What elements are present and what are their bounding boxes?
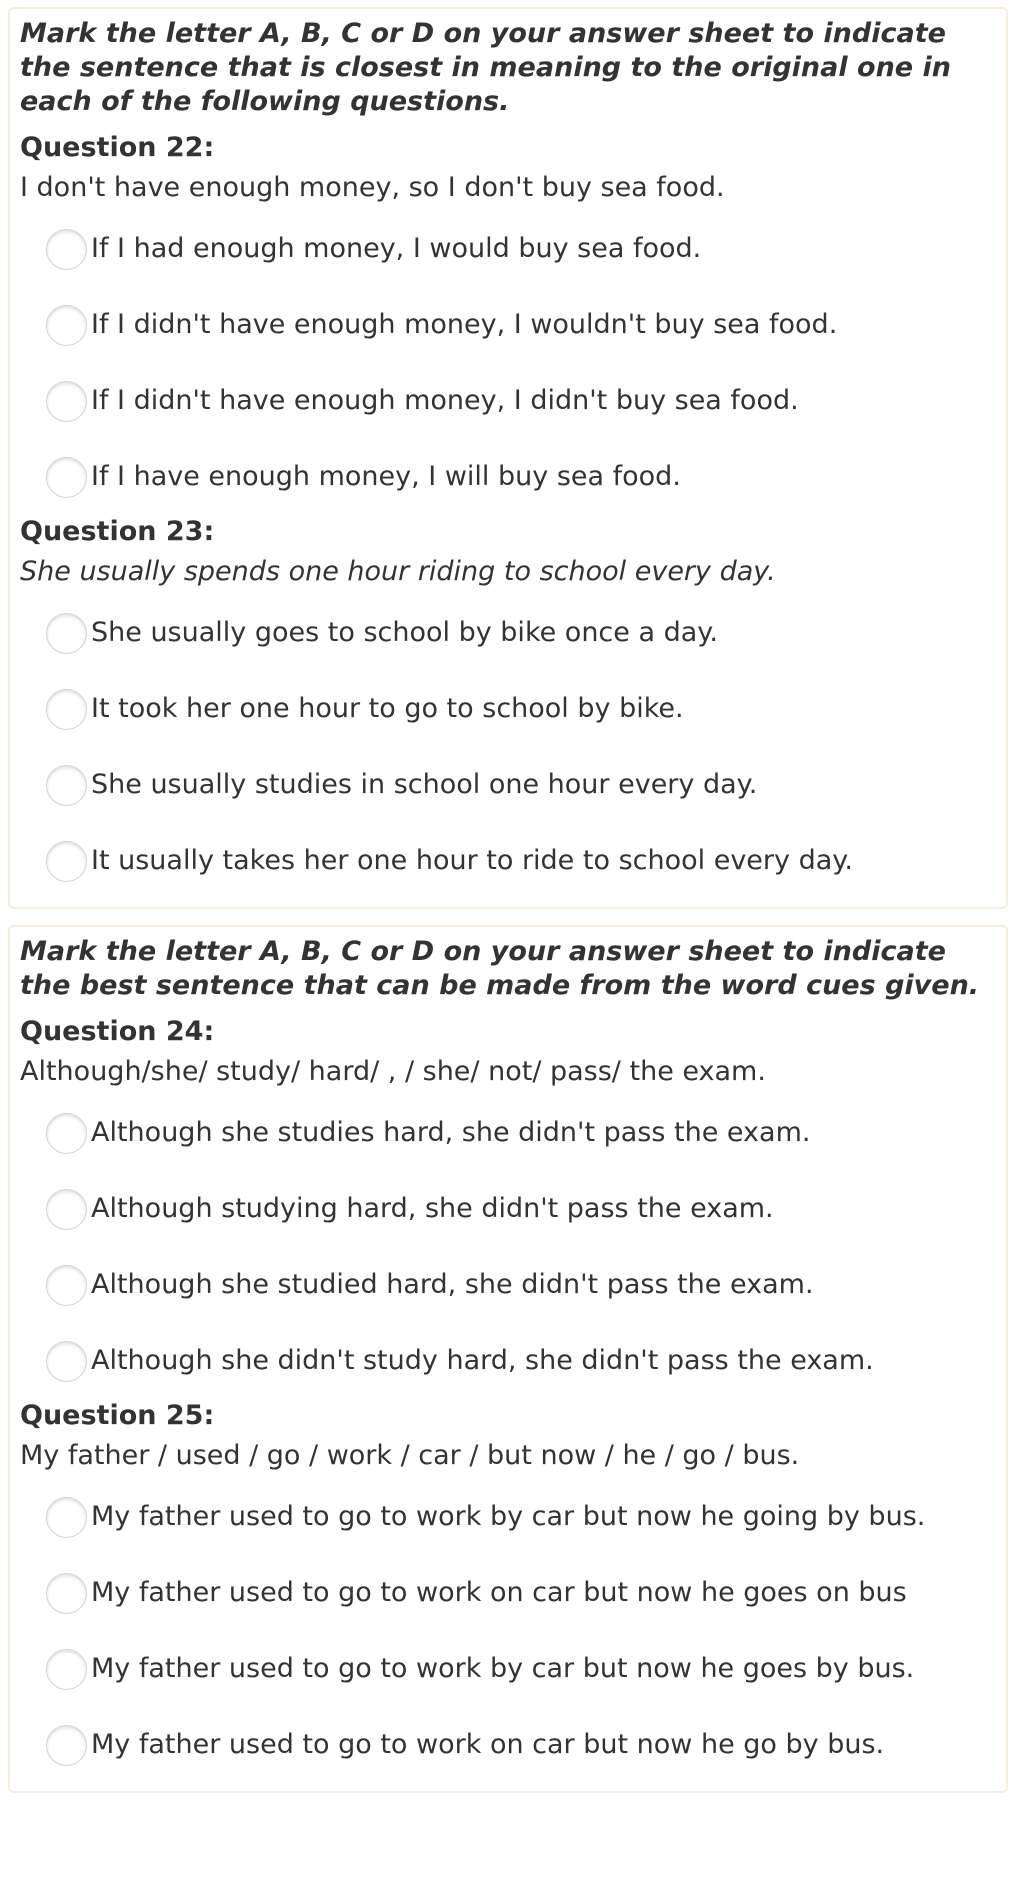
radio-button[interactable] bbox=[46, 765, 87, 806]
question-text: I don't have enough money, so I don't buy sea food. bbox=[20, 172, 725, 203]
radio-button[interactable] bbox=[46, 841, 87, 882]
option-label: If I didn't have enough money, I didn't buy sea food. bbox=[91, 385, 799, 416]
radio-button[interactable] bbox=[46, 1341, 87, 1382]
option-label: If I had enough money, I would buy sea food. bbox=[91, 233, 702, 264]
radio-button[interactable] bbox=[46, 613, 87, 654]
option-d[interactable] bbox=[46, 1323, 996, 1399]
question-title: Question 22: bbox=[20, 132, 215, 163]
radio-button[interactable] bbox=[46, 1573, 87, 1614]
options-list bbox=[20, 1095, 996, 1399]
question-text: Although/she/ study/ hard/ , / she/ not/ pass/ the exam. bbox=[20, 1056, 766, 1087]
question-title: Question 25: bbox=[20, 1400, 215, 1431]
section-instruction: Mark the letter A, B, C or D on your answer sheet to indicate the sentence that is closest in meaning to the original one in each of the following questions. bbox=[20, 18, 951, 117]
option-label: If I have enough money, I will buy sea food. bbox=[91, 461, 681, 492]
option-c[interactable] bbox=[46, 363, 996, 439]
radio-button[interactable] bbox=[46, 1113, 87, 1154]
section-instruction: Mark the letter A, B, C or D on your answer sheet to indicate the best sentence that can be made from the word cues given. bbox=[20, 936, 980, 1001]
question-23 bbox=[20, 515, 996, 899]
radio-button[interactable] bbox=[46, 305, 87, 346]
option-label: My father used to go to work by car but now he going by bus. bbox=[91, 1501, 926, 1532]
option-label: She usually studies in school one hour every day. bbox=[91, 769, 758, 800]
question-text: My father / used / go / work / car / but now / he / go / bus. bbox=[20, 1440, 800, 1471]
question-24 bbox=[20, 1015, 996, 1399]
section-card-2 bbox=[8, 925, 1008, 1793]
option-label: It usually takes her one hour to ride to school every day. bbox=[91, 845, 853, 876]
option-label: It took her one hour to go to school by bike. bbox=[91, 693, 684, 724]
option-label: Although studying hard, she didn't pass the exam. bbox=[91, 1193, 774, 1224]
option-label: Although she didn't study hard, she didn't pass the exam. bbox=[91, 1345, 874, 1376]
radio-button[interactable] bbox=[46, 689, 87, 730]
option-d[interactable] bbox=[46, 823, 996, 899]
question-title: Question 24: bbox=[20, 1016, 215, 1047]
option-label: If I didn't have enough money, I wouldn't buy sea food. bbox=[91, 309, 838, 340]
radio-button[interactable] bbox=[46, 457, 87, 498]
option-a[interactable] bbox=[46, 1479, 996, 1555]
option-label: My father used to go to work by car but now he goes by bus. bbox=[91, 1653, 915, 1684]
options-list bbox=[20, 211, 996, 515]
radio-button[interactable] bbox=[46, 1265, 87, 1306]
option-label: Although she studied hard, she didn't pass the exam. bbox=[91, 1269, 814, 1300]
question-25 bbox=[20, 1399, 996, 1783]
radio-button[interactable] bbox=[46, 1497, 87, 1538]
radio-button[interactable] bbox=[46, 381, 87, 422]
option-label: She usually goes to school by bike once a day. bbox=[91, 617, 718, 648]
option-d[interactable] bbox=[46, 1707, 996, 1783]
radio-button[interactable] bbox=[46, 1725, 87, 1766]
section-card-1 bbox=[8, 7, 1008, 909]
option-label: My father used to go to work on car but now he goes on bus bbox=[91, 1577, 907, 1608]
option-b[interactable] bbox=[46, 1555, 996, 1631]
option-a[interactable] bbox=[46, 211, 996, 287]
option-label: My father used to go to work on car but now he go by bus. bbox=[91, 1729, 885, 1760]
option-b[interactable] bbox=[46, 671, 996, 747]
options-list bbox=[20, 595, 996, 899]
question-22 bbox=[20, 131, 996, 515]
option-label: Although she studies hard, she didn't pass the exam. bbox=[91, 1117, 811, 1148]
option-a[interactable] bbox=[46, 1095, 996, 1171]
option-a[interactable] bbox=[46, 595, 996, 671]
option-c[interactable] bbox=[46, 747, 996, 823]
radio-button[interactable] bbox=[46, 229, 87, 270]
question-text: She usually spends one hour riding to school every day. bbox=[20, 556, 776, 587]
option-c[interactable] bbox=[46, 1631, 996, 1707]
radio-button[interactable] bbox=[46, 1189, 87, 1230]
question-title: Question 23: bbox=[20, 516, 215, 547]
option-b[interactable] bbox=[46, 287, 996, 363]
option-c[interactable] bbox=[46, 1247, 996, 1323]
options-list bbox=[20, 1479, 996, 1783]
option-b[interactable] bbox=[46, 1171, 996, 1247]
radio-button[interactable] bbox=[46, 1649, 87, 1690]
option-d[interactable] bbox=[46, 439, 996, 515]
